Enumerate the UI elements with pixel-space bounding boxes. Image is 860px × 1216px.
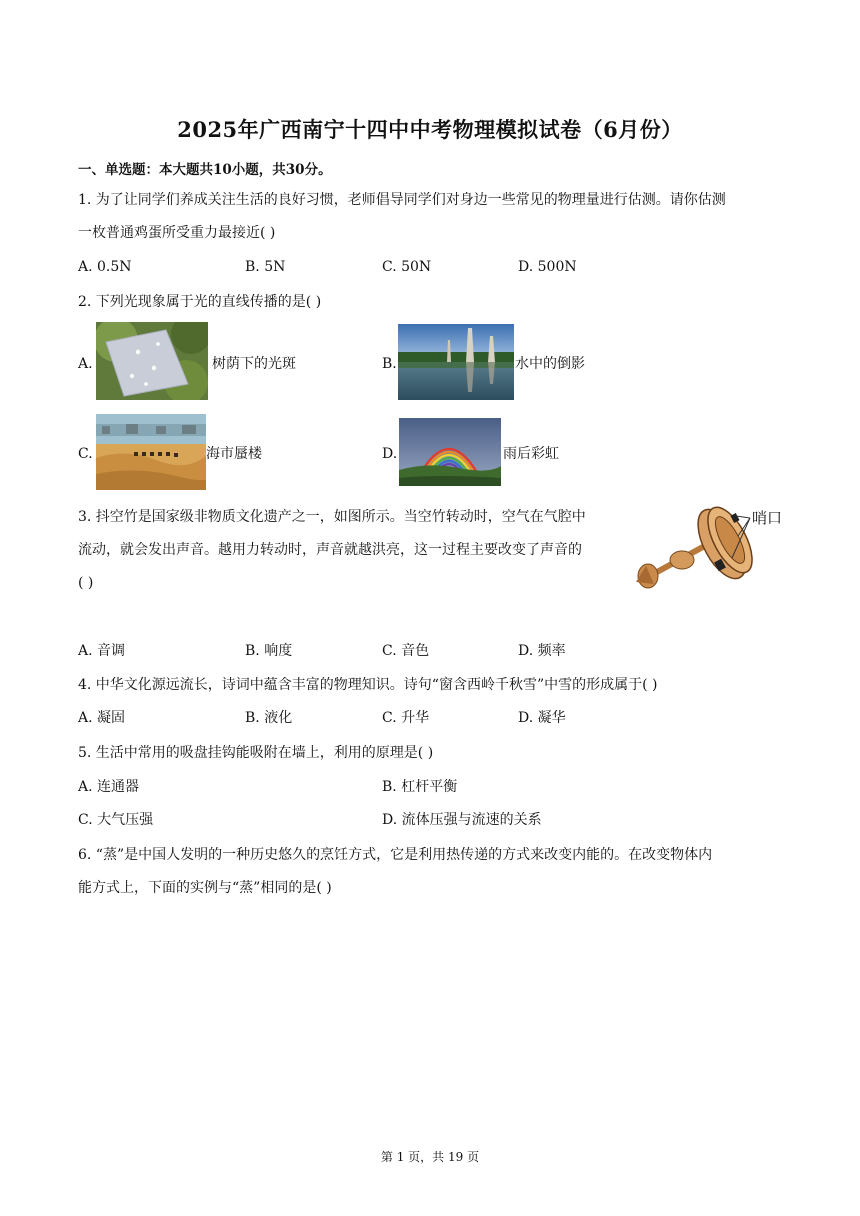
q1-line-2: 一枚普通鸡蛋所受重力最接近( )	[78, 225, 276, 241]
rainbow-image	[399, 418, 501, 486]
q2-option-c-letter: C.	[78, 446, 93, 462]
q3-option-c: C. 音色	[382, 643, 430, 659]
q3-line-3: ( )	[78, 575, 94, 591]
q3-line-1: 3. 抖空竹是国家级非物质文化遗产之一，如图所示。当空竹转动时，空气在气腔中	[78, 509, 586, 525]
q5-option-d: D. 流体压强与流速的关系	[382, 812, 542, 828]
q2-option-a-text: 树荫下的光斑	[212, 356, 296, 372]
q1-line-1: 1. 为了让同学们养成关注生活的良好习惯，老师倡导同学们对身边一些常见的物理量进行估测。请你估测	[78, 192, 726, 208]
q1-option-b: B. 5N	[245, 259, 286, 275]
q4-line-1: 4. 中华文化源远流长，诗词中蕴含丰富的物理知识。诗句“窗含西岭千秋雪”中雪的形成属于( )	[78, 677, 658, 693]
q1-option-a: A. 0.5N	[78, 259, 132, 275]
q4-option-d: D. 凝华	[518, 710, 566, 726]
q2-option-d-text: 雨后彩虹	[503, 446, 559, 462]
q1-option-c: C. 50N	[382, 259, 432, 275]
page-title: 2025年广西南宁十四中中考物理模拟试卷（6月份）	[177, 117, 683, 142]
q5-option-c: C. 大气压强	[78, 812, 154, 828]
q2-option-c-text: 海市蜃楼	[206, 446, 262, 462]
q5-line-1: 5. 生活中常用的吸盘挂钩能吸附在墙上，利用的原理是( )	[78, 745, 434, 761]
q2-option-b-letter: B.	[382, 356, 397, 372]
q6-line-1: 6. “蒸”是中国人发明的一种历史悠久的烹饪方式，它是利用热传递的方式来改变内能的。在改变物体内	[78, 847, 713, 863]
q4-option-a: A. 凝固	[78, 710, 126, 726]
q4-option-b: B. 液化	[245, 710, 293, 726]
section-heading: 一、单选题：本大题共10小题，共30分。	[78, 162, 332, 178]
q2-option-a-letter: A.	[78, 356, 93, 372]
diabolo-whistle-label: 哨口	[752, 509, 783, 527]
q5-option-a: A. 连通器	[78, 779, 140, 795]
q4-option-c: C. 升华	[382, 710, 430, 726]
q2-line-1: 2. 下列光现象属于光的直线传播的是( )	[78, 294, 322, 310]
mirage-desert-image	[96, 414, 206, 490]
page-footer: 第 1 页，共 19 页	[380, 1150, 480, 1164]
q3-option-b: B. 响度	[245, 643, 293, 659]
q3-option-a: A. 音调	[78, 643, 126, 659]
q2-option-d-letter: D.	[382, 446, 398, 462]
water-reflection-image	[398, 324, 514, 400]
tree-shade-light-spots-image	[96, 322, 208, 400]
q5-option-b: B. 杠杆平衡	[382, 779, 458, 795]
q6-line-2: 能方式上，下面的实例与“蒸”相同的是( )	[78, 880, 332, 896]
q2-option-b-text: 水中的倒影	[515, 356, 585, 372]
q3-option-d: D. 频率	[518, 643, 566, 659]
q3-line-2: 流动，就会发出声音。越用力转动时，声音就越洪亮，这一过程主要改变了声音的	[78, 542, 582, 558]
q1-option-d: D. 500N	[518, 259, 577, 275]
